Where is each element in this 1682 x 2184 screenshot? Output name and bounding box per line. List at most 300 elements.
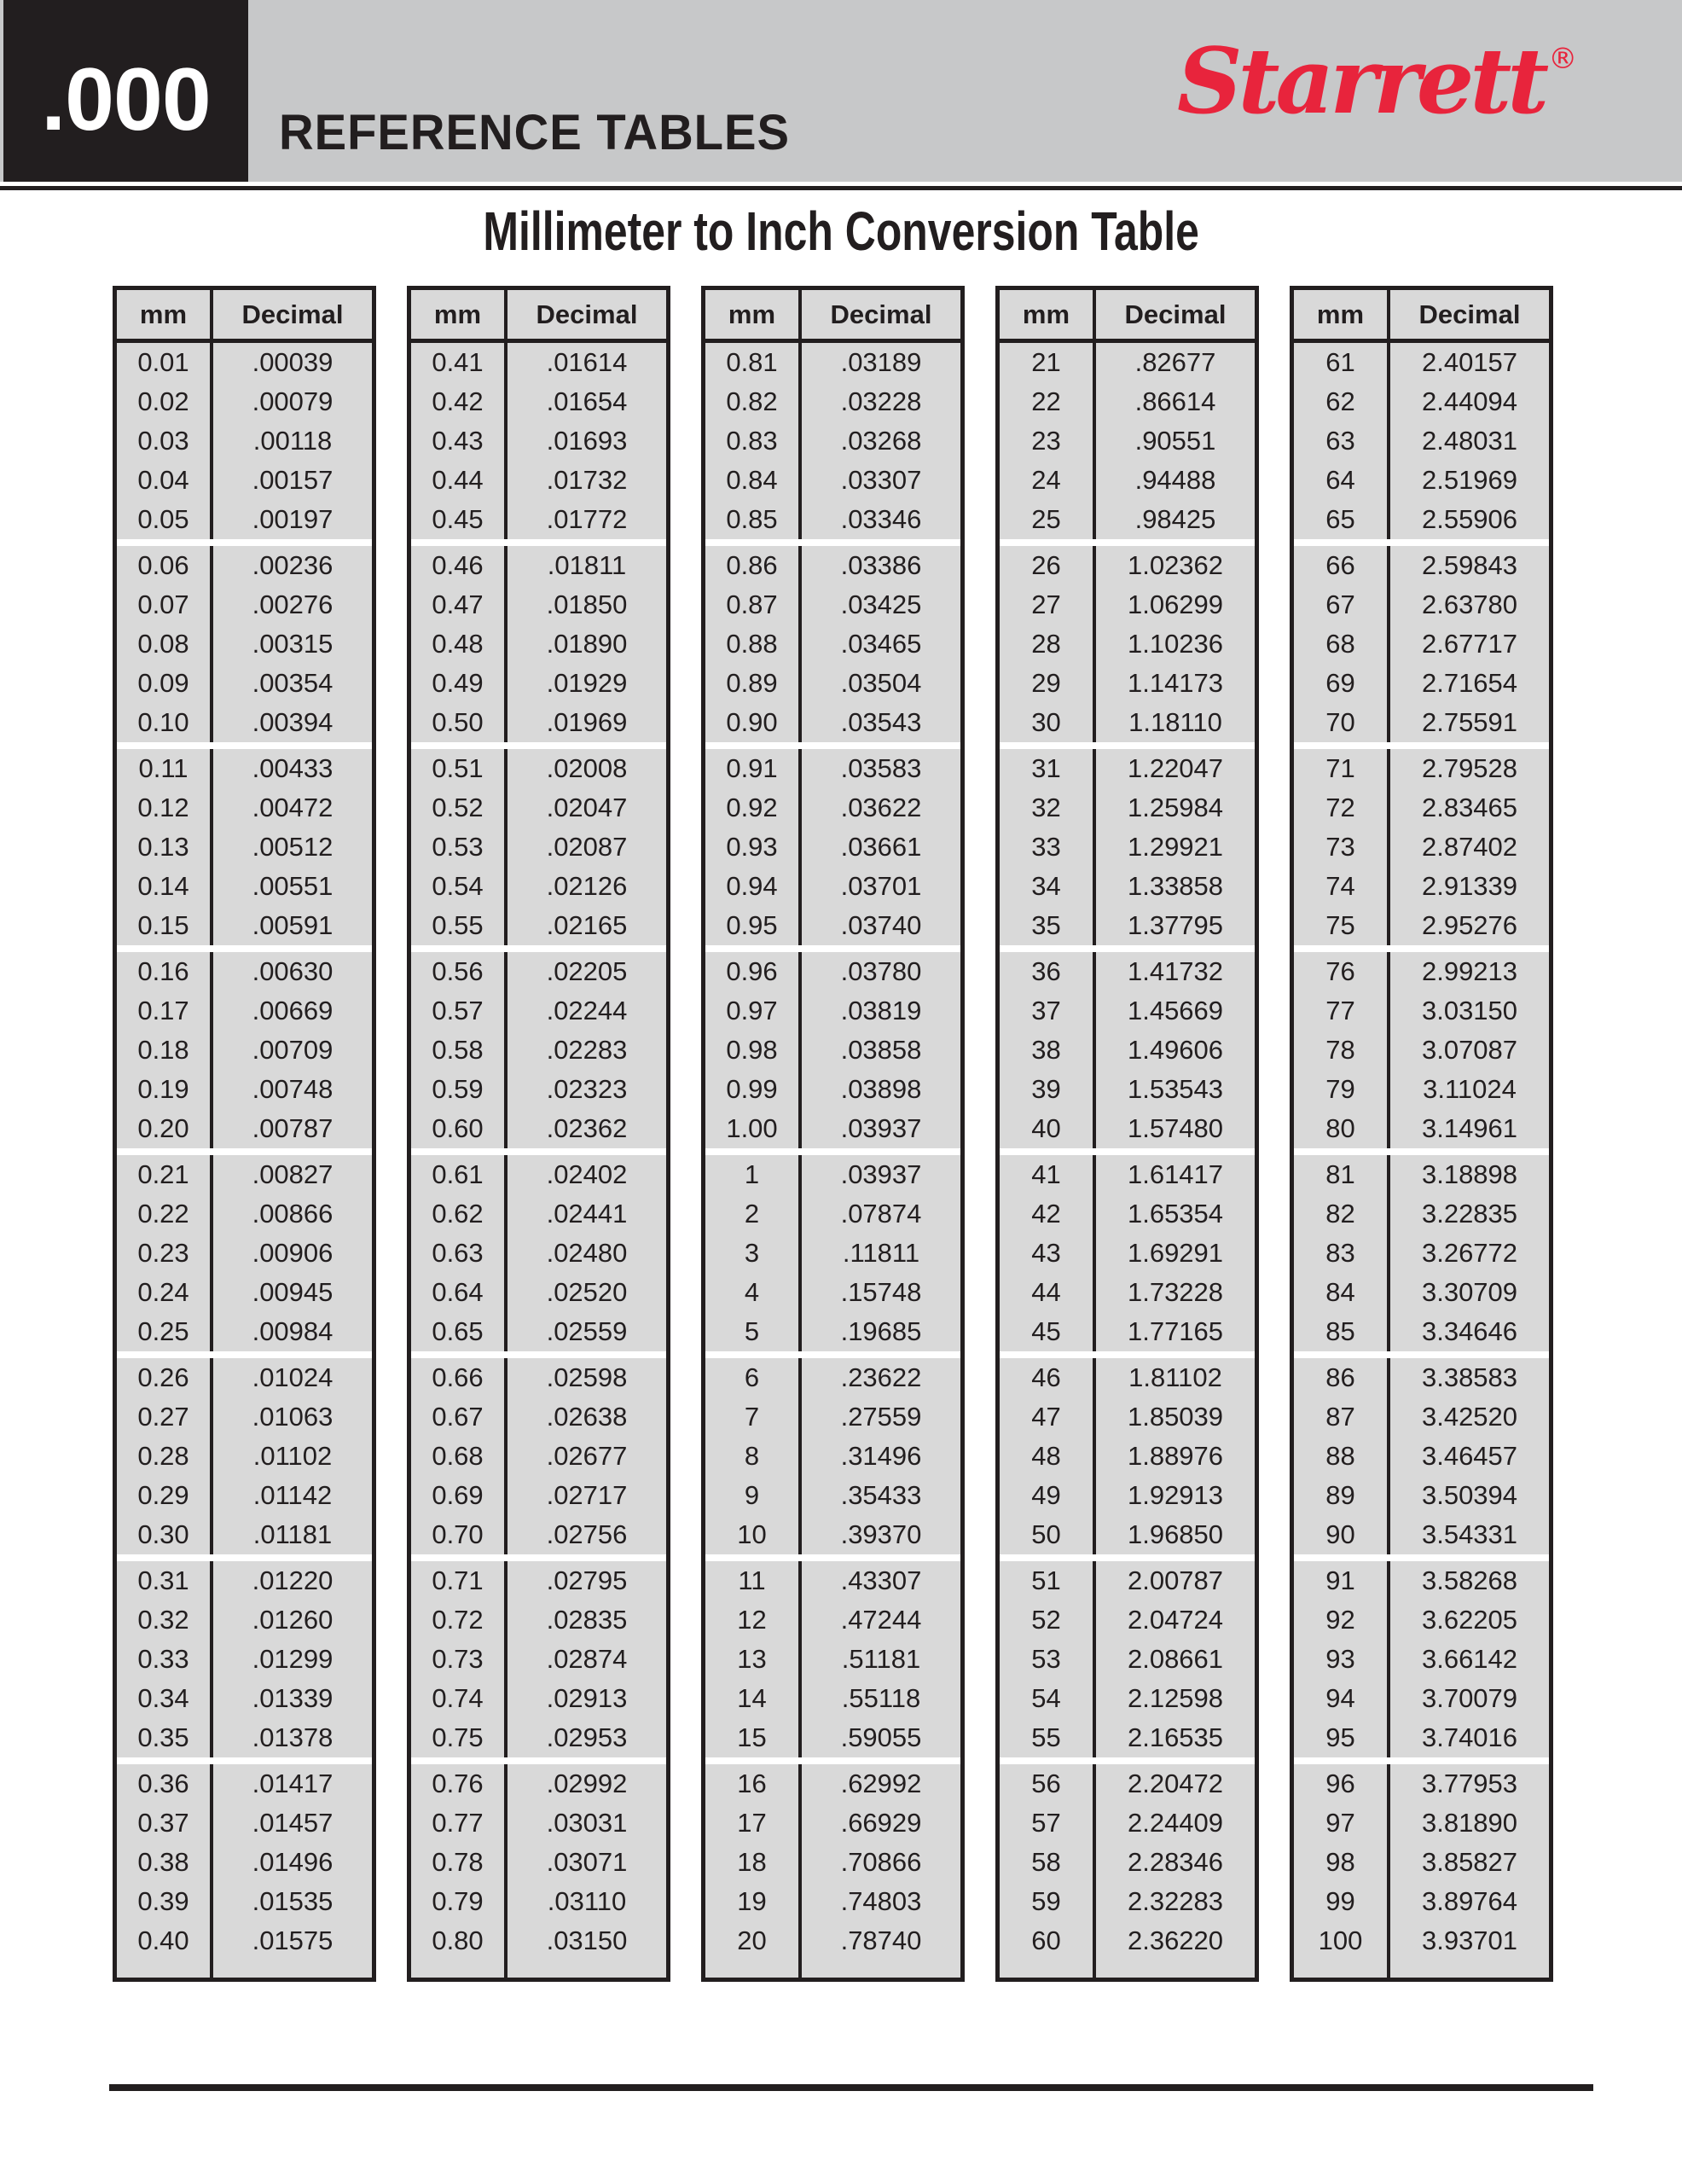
decimal-value: .59055: [840, 1722, 922, 1752]
mm-value: 0.15: [137, 910, 189, 940]
conversion-table-1: [113, 286, 376, 1982]
decimal-value: 2.44094: [1421, 386, 1518, 416]
row-group-6: [117, 1358, 372, 1554]
decimal-value: .47244: [840, 1605, 922, 1635]
mm-value: 36: [1031, 956, 1061, 986]
mm-value: 0.92: [726, 793, 778, 822]
decimal-value: .02835: [546, 1605, 628, 1635]
decimal-value: 3.38583: [1421, 1362, 1518, 1392]
mm-value: 0.85: [726, 504, 778, 534]
mm-column: [411, 1155, 508, 1351]
decimal-value: 2.59843: [1421, 550, 1518, 580]
mm-value: 0.49: [432, 668, 484, 698]
mm-value: 82: [1325, 1199, 1355, 1228]
row-group-7: [117, 1561, 372, 1757]
mm-column: [1294, 749, 1390, 945]
row-group-1: [411, 343, 666, 539]
decimal-value: .00787: [252, 1113, 334, 1143]
decimal-column: [508, 343, 666, 539]
mm-value: 0.74: [432, 1683, 484, 1713]
decimal-value: 3.46457: [1421, 1441, 1518, 1471]
mm-value: 75: [1325, 910, 1355, 940]
decimal-value: 3.74016: [1421, 1722, 1518, 1752]
row-group-1: [1294, 343, 1549, 539]
decimal-value: 2.55906: [1421, 504, 1518, 534]
mm-value: 0.76: [432, 1769, 484, 1798]
decimal-value: .15748: [840, 1277, 922, 1307]
mm-value: 39: [1031, 1074, 1061, 1104]
mm-value: 21: [1031, 347, 1061, 377]
decimal-value: .03780: [840, 956, 922, 986]
mm-value: 53: [1031, 1644, 1061, 1674]
decimal-column: [802, 1358, 960, 1554]
mm-value: 96: [1325, 1769, 1355, 1798]
decimal-value: .03937: [840, 1113, 922, 1143]
decimal-value: .01378: [252, 1722, 334, 1752]
mm-value: 6: [744, 1362, 760, 1392]
section-tab: [3, 0, 248, 182]
mm-column: [1294, 1561, 1390, 1757]
decimal-value: .43307: [840, 1565, 922, 1595]
column-header-decimal: Decimal: [1418, 299, 1521, 329]
decimal-value: .01929: [546, 668, 628, 698]
decimal-value: .02244: [546, 996, 628, 1025]
mm-value: 80: [1325, 1113, 1355, 1143]
decimal-value: .66929: [840, 1808, 922, 1838]
decimal-value: 1.65354: [1127, 1199, 1224, 1228]
decimal-value: .00118: [252, 426, 333, 456]
mm-value: 0.53: [432, 832, 484, 862]
decimal-value: 2.36220: [1127, 1926, 1224, 1955]
mm-value: 0.69: [432, 1480, 484, 1510]
mm-value: 0.06: [137, 550, 189, 580]
mm-value: 0.64: [432, 1277, 484, 1307]
mm-value: 0.35: [137, 1722, 189, 1752]
decimal-column: [1390, 1155, 1549, 1351]
mm-value: 0.39: [137, 1886, 189, 1916]
decimal-column: [802, 343, 960, 539]
mm-value: 0.13: [137, 832, 189, 862]
mm-column: [117, 546, 213, 742]
decimal-value: .01299: [252, 1644, 334, 1674]
column-header-decimal: Decimal: [830, 299, 932, 329]
decimal-value: 2.16535: [1127, 1722, 1224, 1752]
decimal-column: [213, 343, 372, 539]
row-group-2: [1000, 546, 1255, 742]
mm-value: 85: [1325, 1316, 1355, 1346]
section-title: REFERENCE TABLES: [279, 105, 791, 160]
decimal-value: .01693: [546, 426, 628, 456]
mm-value: 74: [1325, 871, 1355, 901]
mm-column: [411, 343, 508, 539]
mm-value: 0.11: [138, 753, 188, 783]
registered-trademark-icon: ®: [1548, 42, 1578, 76]
decimal-value: .11811: [842, 1238, 920, 1268]
mm-value: 41: [1031, 1159, 1061, 1189]
decimal-column: [508, 1358, 666, 1554]
column-header-mm: mm: [1294, 290, 1390, 339]
mm-value: 86: [1325, 1362, 1355, 1392]
decimal-value: .00551: [252, 871, 334, 901]
decimal-value: .02008: [546, 753, 628, 783]
decimal-value: 1.69291: [1127, 1238, 1224, 1268]
decimal-value: 3.62205: [1421, 1605, 1518, 1635]
mm-column: [705, 1561, 802, 1757]
decimal-value: .02480: [546, 1238, 628, 1268]
row-group-7: [1294, 1561, 1549, 1757]
decimal-value: .01142: [252, 1480, 333, 1510]
column-header-mm: mm: [705, 290, 802, 339]
mm-value: 83: [1325, 1238, 1355, 1268]
decimal-value: 1.45669: [1127, 996, 1224, 1025]
decimal-value: .35433: [840, 1480, 922, 1510]
decimal-value: 1.37795: [1127, 910, 1224, 940]
row-group-3: [1000, 749, 1255, 945]
mm-column: [705, 343, 802, 539]
mm-column: [705, 1155, 802, 1351]
decimal-value: .03307: [840, 465, 922, 495]
mm-value: 57: [1031, 1808, 1061, 1838]
mm-value: 0.56: [432, 956, 484, 986]
decimal-value: .02165: [546, 910, 628, 940]
mm-value: 71: [1325, 753, 1355, 783]
mm-value: 0.99: [726, 1074, 778, 1104]
row-group-3: [117, 749, 372, 945]
decimal-column: [508, 749, 666, 945]
decimal-value: .94488: [1134, 465, 1216, 495]
mm-value: 10: [737, 1519, 767, 1549]
mm-column: [117, 343, 213, 539]
decimal-value: .03386: [840, 550, 922, 580]
mm-value: 15: [737, 1722, 767, 1752]
decimal-value: .02795: [546, 1565, 628, 1595]
mm-column: [705, 546, 802, 742]
mm-value: 79: [1325, 1074, 1355, 1104]
decimal-value: .00079: [252, 386, 334, 416]
mm-value: 59: [1031, 1886, 1061, 1916]
decimal-column: [1096, 546, 1255, 742]
decimal-value: .03268: [840, 426, 922, 456]
mm-value: 8: [744, 1441, 760, 1471]
decimal-value: .27559: [840, 1402, 922, 1432]
decimal-value: .01890: [546, 629, 628, 659]
mm-value: 34: [1031, 871, 1061, 901]
mm-value: 29: [1031, 668, 1061, 698]
decimal-value: .03110: [547, 1886, 627, 1916]
row-group-2: [705, 546, 960, 742]
mm-value: 84: [1325, 1277, 1355, 1307]
decimal-value: 2.08661: [1127, 1644, 1224, 1674]
mm-value: 4: [744, 1277, 760, 1307]
mm-value: 0.20: [137, 1113, 189, 1143]
mm-value: 0.58: [432, 1035, 484, 1065]
mm-column: [1000, 1764, 1096, 1978]
mm-column: [705, 749, 802, 945]
decimal-value: .39370: [840, 1519, 922, 1549]
decimal-value: .02559: [546, 1316, 628, 1346]
mm-value: 0.91: [726, 753, 778, 783]
mm-value: 60: [1031, 1926, 1061, 1955]
mm-value: 0.12: [137, 793, 189, 822]
decimal-value: .02087: [546, 832, 628, 862]
decimal-column: [802, 952, 960, 1148]
row-group-5: [117, 1155, 372, 1351]
mm-value: 48: [1031, 1441, 1061, 1471]
mm-value: 40: [1031, 1113, 1061, 1143]
mm-value: 0.95: [726, 910, 778, 940]
decimal-value: 3.81890: [1421, 1808, 1518, 1838]
mm-value: 33: [1031, 832, 1061, 862]
mm-value: 45: [1031, 1316, 1061, 1346]
mm-value: 0.02: [137, 386, 189, 416]
mm-value: 0.24: [137, 1277, 189, 1307]
mm-value: 61: [1325, 347, 1355, 377]
mm-value: 27: [1031, 590, 1061, 619]
mm-column: [1294, 1358, 1390, 1554]
decimal-value: .03071: [546, 1847, 628, 1877]
decimal-value: 3.70079: [1421, 1683, 1518, 1713]
decimal-value: 3.85827: [1421, 1847, 1518, 1877]
mm-column: [1000, 1561, 1096, 1757]
mm-value: 49: [1031, 1480, 1061, 1510]
row-group-6: [1000, 1358, 1255, 1554]
mm-value: 46: [1031, 1362, 1061, 1392]
column-header-mm: mm: [411, 290, 508, 339]
mm-column: [1000, 343, 1096, 539]
mm-value: 0.32: [137, 1605, 189, 1635]
decimal-value: 1.49606: [1127, 1035, 1224, 1065]
decimal-value: 1.14173: [1127, 668, 1224, 698]
mm-value: 3: [744, 1238, 760, 1268]
column-header-decimal: Decimal: [536, 299, 638, 329]
decimal-column: [508, 1155, 666, 1351]
decimal-value: 3.77953: [1421, 1769, 1518, 1798]
decimal-value: .00157: [252, 465, 334, 495]
mm-column: [411, 1764, 508, 1978]
mm-value: 31: [1031, 753, 1061, 783]
mm-value: 70: [1325, 707, 1355, 737]
mm-value: 0.22: [137, 1199, 189, 1228]
mm-value: 0.84: [726, 465, 778, 495]
row-group-8: [411, 1764, 666, 1978]
decimal-value: .74803: [840, 1886, 922, 1916]
decimal-value: 2.20472: [1127, 1769, 1224, 1798]
mm-value: 0.57: [432, 996, 484, 1025]
mm-value: 43: [1031, 1238, 1061, 1268]
page-title: [0, 200, 1682, 263]
mm-value: 0.80: [432, 1926, 484, 1955]
decimal-value: .03661: [840, 832, 922, 862]
mm-column: [1294, 1764, 1390, 1978]
decimal-value: .86614: [1134, 386, 1216, 416]
mm-value: 0.38: [137, 1847, 189, 1877]
row-group-2: [411, 546, 666, 742]
decimal-value: 3.66142: [1421, 1644, 1518, 1674]
mm-value: 5: [744, 1316, 760, 1346]
mm-value: 16: [737, 1769, 767, 1798]
row-group-1: [705, 343, 960, 539]
mm-column: [1000, 952, 1096, 1148]
mm-value: 0.88: [726, 629, 778, 659]
row-group-3: [705, 749, 960, 945]
mm-value: 0.87: [726, 590, 778, 619]
mm-value: 0.97: [726, 996, 778, 1025]
mm-column: [705, 1764, 802, 1978]
decimal-value: .00984: [252, 1316, 334, 1346]
mm-column: [1000, 749, 1096, 945]
decimal-value: 3.34646: [1421, 1316, 1518, 1346]
decimal-value: .01614: [546, 347, 628, 377]
decimal-column: [213, 749, 372, 945]
mm-value: 91: [1325, 1565, 1355, 1595]
decimal-column: [1096, 1155, 1255, 1351]
mm-value: 78: [1325, 1035, 1355, 1065]
decimal-value: 2.51969: [1421, 465, 1518, 495]
mm-value: 0.70: [432, 1519, 484, 1549]
column-header-decimal: Decimal: [241, 299, 344, 329]
mm-value: 0.33: [137, 1644, 189, 1674]
decimal-value: 2.87402: [1421, 832, 1518, 862]
mm-value: 0.73: [432, 1644, 484, 1674]
mm-value: 0.82: [726, 386, 778, 416]
decimal-value: .01811: [547, 550, 627, 580]
mm-value: 0.66: [432, 1362, 484, 1392]
decimal-value: .02402: [546, 1159, 628, 1189]
decimal-value: 1.77165: [1127, 1316, 1224, 1346]
decimal-value: 1.53543: [1127, 1074, 1224, 1104]
mm-value: 1.00: [726, 1113, 778, 1143]
decimal-value: .03622: [840, 793, 922, 822]
footer-rule: [109, 2084, 1593, 2091]
mm-value: 0.68: [432, 1441, 484, 1471]
row-group-4: [117, 952, 372, 1148]
mm-value: 0.50: [432, 707, 484, 737]
mm-value: 52: [1031, 1605, 1061, 1635]
mm-value: 1: [744, 1159, 760, 1189]
mm-value: 0.48: [432, 629, 484, 659]
decimal-column: [1096, 1358, 1255, 1554]
mm-column: [1000, 1358, 1096, 1554]
mm-value: 30: [1031, 707, 1061, 737]
decimal-value: .01417: [252, 1769, 334, 1798]
mm-value: 0.55: [432, 910, 484, 940]
decimal-value: .01457: [252, 1808, 334, 1838]
mm-value: 35: [1031, 910, 1061, 940]
mm-value: 69: [1325, 668, 1355, 698]
row-group-4: [705, 952, 960, 1148]
decimal-value: .01102: [252, 1441, 333, 1471]
mm-value: 62: [1325, 386, 1355, 416]
decimal-value: .02126: [546, 871, 628, 901]
decimal-value: .00748: [252, 1074, 334, 1104]
decimal-column: [1390, 546, 1549, 742]
decimal-value: .01850: [546, 590, 628, 619]
mm-value: 98: [1325, 1847, 1355, 1877]
mm-value: 0.16: [137, 956, 189, 986]
mm-column: [411, 952, 508, 1148]
mm-value: 77: [1325, 996, 1355, 1025]
brand-wordmark: Starrett: [1177, 27, 1546, 134]
decimal-column: [213, 1155, 372, 1351]
decimal-value: .78740: [840, 1926, 922, 1955]
decimal-value: .00630: [252, 956, 334, 986]
decimal-column: [1390, 1358, 1549, 1554]
row-group-2: [1294, 546, 1549, 742]
decimal-value: 1.88976: [1127, 1441, 1224, 1471]
mm-column: [411, 546, 508, 742]
decimal-column: [802, 1764, 960, 1978]
row-group-4: [1294, 952, 1549, 1148]
decimal-value: .19685: [840, 1316, 922, 1346]
decimal-value: .01260: [252, 1605, 334, 1635]
row-group-7: [411, 1561, 666, 1757]
decimal-value: .31496: [840, 1441, 922, 1471]
decimal-value: 3.26772: [1421, 1238, 1518, 1268]
mm-value: 0.03: [137, 426, 189, 456]
decimal-value: 3.89764: [1421, 1886, 1518, 1916]
mm-value: 9: [744, 1480, 760, 1510]
decimal-value: 1.25984: [1127, 793, 1224, 822]
mm-value: 0.30: [137, 1519, 189, 1549]
decimal-value: .51181: [841, 1644, 921, 1674]
decimal-column: [213, 1764, 372, 1978]
decimal-value: .02520: [546, 1277, 628, 1307]
mm-column: [117, 1358, 213, 1554]
mm-column: [1294, 546, 1390, 742]
row-group-1: [1000, 343, 1255, 539]
mm-value: 0.59: [432, 1074, 484, 1104]
mm-value: 0.44: [432, 465, 484, 495]
mm-value: 0.45: [432, 504, 484, 534]
decimal-value: 2.71654: [1421, 668, 1518, 698]
decimal-value: .82677: [1134, 347, 1216, 377]
decimal-value: .03937: [840, 1159, 922, 1189]
decimal-value: .01496: [252, 1847, 334, 1877]
decimal-column: [508, 1561, 666, 1757]
mm-value: 58: [1031, 1847, 1061, 1877]
mm-value: 0.47: [432, 590, 484, 619]
mm-value: 13: [737, 1644, 767, 1674]
mm-value: 95: [1325, 1722, 1355, 1752]
page-header-banner: [0, 0, 1682, 182]
decimal-column: [213, 1358, 372, 1554]
mm-value: 0.08: [137, 629, 189, 659]
decimal-value: 3.22835: [1421, 1199, 1518, 1228]
mm-value: 17: [737, 1808, 767, 1838]
mm-value: 0.81: [726, 347, 778, 377]
mm-value: 26: [1031, 550, 1061, 580]
mm-value: 0.71: [432, 1565, 484, 1595]
decimal-value: 1.06299: [1127, 590, 1224, 619]
mm-value: 0.05: [137, 504, 189, 534]
mm-value: 7: [744, 1402, 760, 1432]
mm-value: 12: [737, 1605, 767, 1635]
decimal-value: .01772: [546, 504, 628, 534]
mm-value: 0.79: [432, 1886, 484, 1916]
mm-value: 0.23: [137, 1238, 189, 1268]
mm-column: [1000, 1155, 1096, 1351]
mm-value: 22: [1031, 386, 1061, 416]
mm-value: 11: [738, 1565, 766, 1595]
decimal-column: [802, 749, 960, 945]
decimal-value: 2.32283: [1127, 1886, 1224, 1916]
conversion-table-2: [407, 286, 670, 1982]
decimal-value: 2.99213: [1421, 956, 1518, 986]
page-title-text: Millimeter to Inch Conversion Table: [483, 200, 1199, 262]
mm-value: 0.04: [137, 465, 189, 495]
decimal-value: .02598: [546, 1362, 628, 1392]
mm-value: 0.28: [137, 1441, 189, 1471]
